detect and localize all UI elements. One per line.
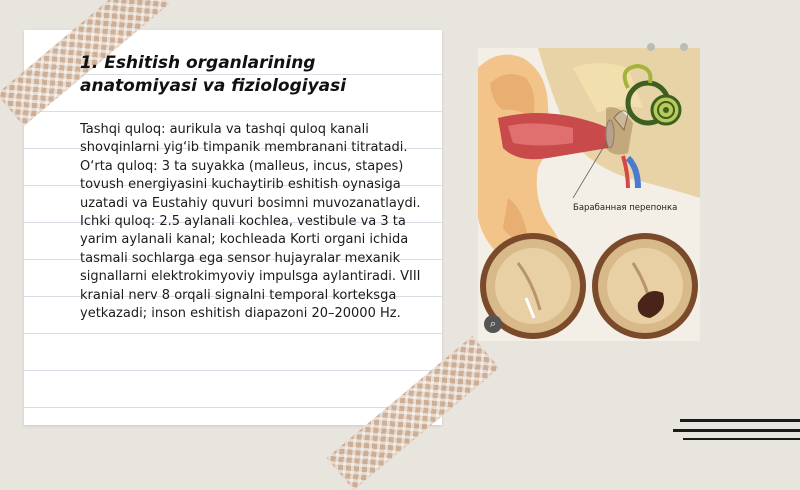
slide-title: 1. Eshitish organlarining anatomiyasi va fiziologiyasi bbox=[80, 53, 347, 96]
decorative-line bbox=[680, 419, 800, 422]
zoom-icon[interactable]: ⌕ bbox=[484, 315, 502, 333]
decorative-line bbox=[683, 438, 800, 440]
decorative-line bbox=[673, 429, 800, 432]
ear-illustration bbox=[478, 48, 700, 341]
image-dots bbox=[646, 42, 698, 52]
ear-anatomy-figure bbox=[478, 48, 700, 341]
body-text: Tashqi quloq: aurikula va tashqi quloq kanali shovqinlarni yig‘ib timpanik membranani titratadi. O‘rta quloq: 3 ta suyakka (malleus, incus, stapes) tovush energiyasini kuchaytirib eshitish oynasiga uzatadi va Eustahiy quvuri bosimni muvozanatlaydi. Ichki quloq: 2.5 aylanali kochlea, vestibule va 3 ta yarim aylanali kanal; kochleada Korti organi ichida tasmali sochlarga ega sensor hujayralar mexanik signallarni elektrokimyoviy impulsga aylantiradi. VIII kranial nerv 8 orqali signalni temporal korteksga yetkazadi; inson eshitish diapazoni 20–20000 Hz. bbox=[80, 122, 421, 322]
figure-caption: Барабанная перепонка bbox=[573, 203, 678, 213]
